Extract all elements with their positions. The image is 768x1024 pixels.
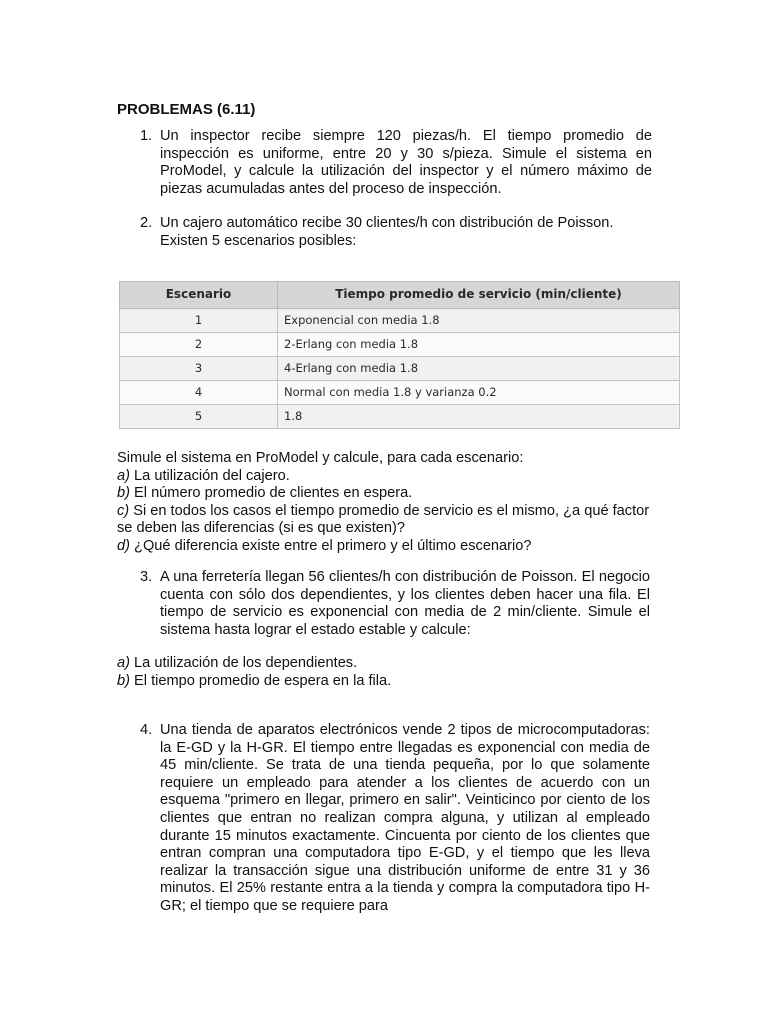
table-cell: 3 [120, 357, 278, 381]
table-row [120, 333, 680, 357]
table-row [120, 405, 680, 429]
text-line: A una ferretería llegan 56 clientes/h con distribución de Poisson. El negocio [160, 569, 650, 585]
table-row [120, 309, 680, 333]
table-header-scenario: Escenario [120, 282, 278, 309]
table-cell: 1.8 [278, 405, 680, 429]
text-line: computadora tipo E-GD, y el tiempo que les lleva realizar la transacción sigue [160, 845, 650, 879]
problem-2 [140, 215, 652, 250]
text-line: Un inspector recibe siempre 120 piezas/h. El tiempo promedio de inspección [160, 128, 652, 162]
problem-2-questions [117, 450, 657, 556]
question-text: Si en todos los casos el tiempo promedio de servicio es el mismo, ¿a qué factor [129, 502, 650, 519]
problem-text [160, 215, 652, 250]
text-line: Una tienda de aparatos electrónicos vende 2 tipos de microcomputadoras: la [160, 722, 650, 756]
text-line: la utilización del inspector y el número máximo de piezas acumuladas antes [160, 163, 652, 197]
table-cell: 2 [120, 333, 278, 357]
text-line: min/cliente. Se trata de una tienda pequeña, por lo que solamente requiere [160, 757, 650, 791]
table-cell: 5 [120, 405, 278, 429]
table-cell: Exponencial con media 1.8 [278, 309, 680, 333]
question-d [117, 538, 657, 556]
text-line: entran no realizan compra alguna, y utilizan al empleado durante 15 minutos [160, 809, 650, 844]
question-b [117, 673, 657, 691]
text-line: cuenta con sólo dos dependientes, y los clientes deben hacer una fila. El [160, 586, 650, 603]
problem-3-questions [117, 655, 657, 690]
text-line: es uniforme, entre 20 y 30 s/pieza. Simule el sistema en ProModel, y calcule [160, 145, 652, 180]
scenario-table [119, 281, 680, 429]
text-line: Existen 5 escenarios posibles: [160, 232, 357, 249]
text-line: una distribución uniforme de entre 31 y 36 minutos. El 25% restante entra a [160, 862, 651, 897]
page-title: PROBLEMAS (6.11) [117, 101, 256, 118]
question-text: El número promedio de clientes en espera. [129, 485, 413, 502]
questions-intro: Simule el sistema en ProModel y calcule, para cada escenario: [117, 450, 524, 466]
text-line: del proceso de inspección. [328, 180, 502, 197]
table-cell: Normal con media 1.8 y varianza 0.2 [278, 381, 680, 405]
text-line: E-GD y la H-GR. El tiempo entre llegadas es exponencial con media de 45 [160, 739, 650, 774]
text-line: sistema hasta lograr el estado estable y calcule: [160, 621, 471, 638]
question-text: ¿Qué diferencia existe entre el primero y el último escenario? [129, 537, 532, 554]
question-text: La utilización de los dependientes. [129, 655, 358, 671]
table-row [120, 381, 680, 405]
problem-text [160, 128, 652, 198]
table-header-service-time: Tiempo promedio de servicio (min/cliente) [278, 282, 680, 309]
question-label: a) [117, 467, 130, 484]
question-c [117, 503, 657, 521]
question-c-continued: se deben las diferencias (si es que existen)? [117, 520, 405, 537]
question-label: a) [117, 655, 130, 671]
question-text: El tiempo promedio de espera en la fila. [129, 672, 392, 689]
problem-number: 3. [140, 569, 153, 585]
problem-1 [140, 128, 652, 198]
question-label: b) [117, 485, 130, 502]
problem-text [160, 722, 650, 916]
text-line: la tienda y compra la computadora tipo H-GR; el tiempo que se requiere para [160, 880, 650, 914]
question-a [117, 655, 657, 673]
problem-number: 2. [140, 215, 153, 231]
question-label: c) [117, 502, 130, 519]
problem-number: 4. [140, 722, 153, 738]
question-label: d) [117, 537, 130, 554]
table-cell: 2-Erlang con media 1.8 [278, 333, 680, 357]
problem-3 [140, 569, 650, 639]
question-text: La utilización del cajero. [129, 467, 290, 484]
table-cell: 1 [120, 309, 278, 333]
text-line: Un cajero automático recibe 30 clientes/h con distribución de Poisson. [160, 215, 614, 231]
problem-number: 1. [140, 128, 153, 144]
question-label: b) [117, 672, 130, 689]
text-line: un empleado para atender a los clientes de acuerdo con un esquema [160, 774, 650, 809]
question-a [117, 468, 657, 486]
table-header-row [120, 282, 680, 309]
table-cell: 4 [120, 381, 278, 405]
problem-4 [140, 722, 650, 916]
text-line: "primero en llegar, primero en salir". Veinticinco por ciento de los clientes que [160, 792, 650, 826]
text-line: tiempo de servicio es exponencial con media de 2 min/cliente. Simule el [160, 604, 650, 621]
table-row [120, 357, 680, 381]
problem-text [160, 569, 650, 639]
text-line: exactamente. Cincuenta por ciento de los clientes que entran compran una [160, 827, 650, 862]
table-cell: 4-Erlang con media 1.8 [278, 357, 680, 381]
question-b [117, 485, 657, 503]
